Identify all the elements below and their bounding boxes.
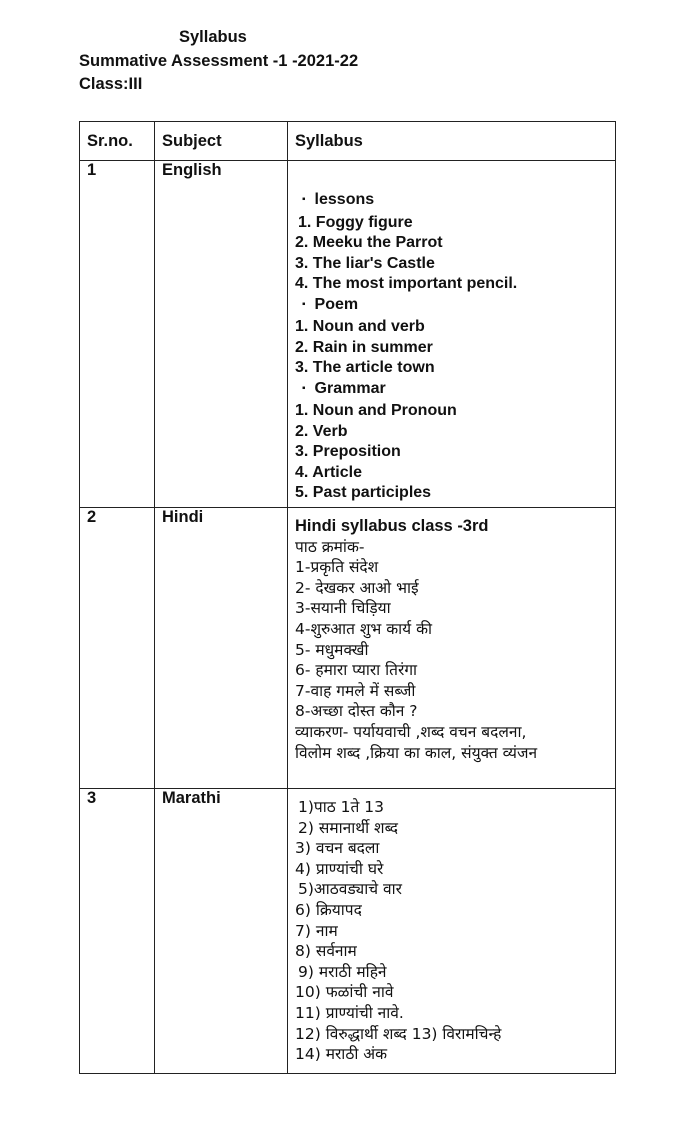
subject-cell: Marathi <box>155 789 288 1074</box>
srno-cell: 1 <box>80 161 155 508</box>
list-item: 2. Meeku the Parrot <box>295 234 443 251</box>
list-item: 9) मराठी महिने <box>298 962 387 981</box>
list-item: 7-वाह गमले में सब्जी <box>295 681 416 700</box>
column-header-srno: Sr.no. <box>80 122 155 161</box>
list-item: 3. Preposition <box>295 443 401 460</box>
list-item: 6- हमारा प्यारा तिरंगा <box>295 661 418 680</box>
section-heading: ▪ Poem <box>295 295 615 318</box>
table-header-row <box>80 122 616 161</box>
subject-cell: Hindi <box>155 508 288 789</box>
section-heading: Hindi syllabus class -3rd <box>295 517 489 535</box>
syllabus-cell <box>288 789 616 1074</box>
section-heading: ▪ Grammar <box>295 379 615 402</box>
document-header <box>79 26 358 97</box>
list-item: 3. The liar's Castle <box>295 254 435 272</box>
list-item: 2. Verb <box>295 422 348 440</box>
list-item: 1. Noun and verb <box>295 318 425 335</box>
list-item: 3) वचन बदला <box>295 839 380 858</box>
list-item: 11) प्राण्यांची नावे. <box>295 1003 404 1022</box>
srno-cell: 2 <box>80 508 155 789</box>
column-header-subject: Subject <box>155 122 288 161</box>
syllabus-cell <box>288 161 616 508</box>
list-item: 6) क्रियापद <box>295 900 362 919</box>
list-item: व्याकरण- पर्यायवाची ,शब्द वचन बदलना, <box>295 722 527 741</box>
document-title: Syllabus <box>179 28 247 46</box>
list-item: 2) समानार्थी शब्द <box>298 818 398 837</box>
list-item: 1. Noun and Pronoun <box>295 402 457 419</box>
table-row <box>80 161 616 508</box>
list-item: 8) सर्वनाम <box>295 942 357 961</box>
list-item: 5. Past participles <box>295 484 432 501</box>
list-item: 2- देखकर आओ भाई <box>295 578 419 597</box>
list-item: 1. Foggy figure <box>298 213 413 231</box>
list-item: 4. The most important pencil. <box>295 275 518 292</box>
list-item: 12) विरुद्धार्थी शब्द 13) विरामचिन्हे <box>295 1024 502 1043</box>
list-item: 1)पाठ 1ते 13 <box>298 798 385 816</box>
class-label: Class:III <box>79 75 143 93</box>
table-row <box>80 789 616 1074</box>
syllabus-table <box>79 121 616 1074</box>
list-item: 2. Rain in summer <box>295 338 433 356</box>
syllabus-cell <box>288 508 616 789</box>
list-item: 4. Article <box>295 463 362 481</box>
list-item: 8-अच्छा दोस्त कौन ? <box>295 702 418 721</box>
list-item: 10) फळांची नावे <box>295 983 394 1002</box>
list-item: 7) नाम <box>295 921 338 940</box>
subject-cell: English <box>155 161 288 508</box>
list-item: 14) मराठी अंक <box>295 1045 388 1064</box>
list-item: 5)आठवड्याचे वार <box>298 880 402 899</box>
list-item: 1-प्रकृति संदेश <box>295 558 379 577</box>
list-item: 5- मधुमक्खी <box>295 640 369 659</box>
section-heading: ▪ lessons <box>295 190 615 213</box>
list-item: 4-शुरुआत शुभ कार्य की <box>295 619 432 638</box>
table-row <box>80 508 616 789</box>
list-item: 3-सयानी चिड़िया <box>295 599 391 618</box>
list-item: पाठ क्रमांक- <box>295 537 365 556</box>
list-item: 4) प्राण्यांची घरे <box>295 859 384 878</box>
assessment-title: Summative Assessment -1 -2021-22 <box>79 51 359 70</box>
list-item: विलोम शब्द ,क्रिया का काल, संयुक्त व्यंजन <box>295 743 538 762</box>
list-item: 3. The article town <box>295 359 435 376</box>
column-header-syllabus: Syllabus <box>288 122 616 161</box>
srno-cell: 3 <box>80 789 155 1074</box>
